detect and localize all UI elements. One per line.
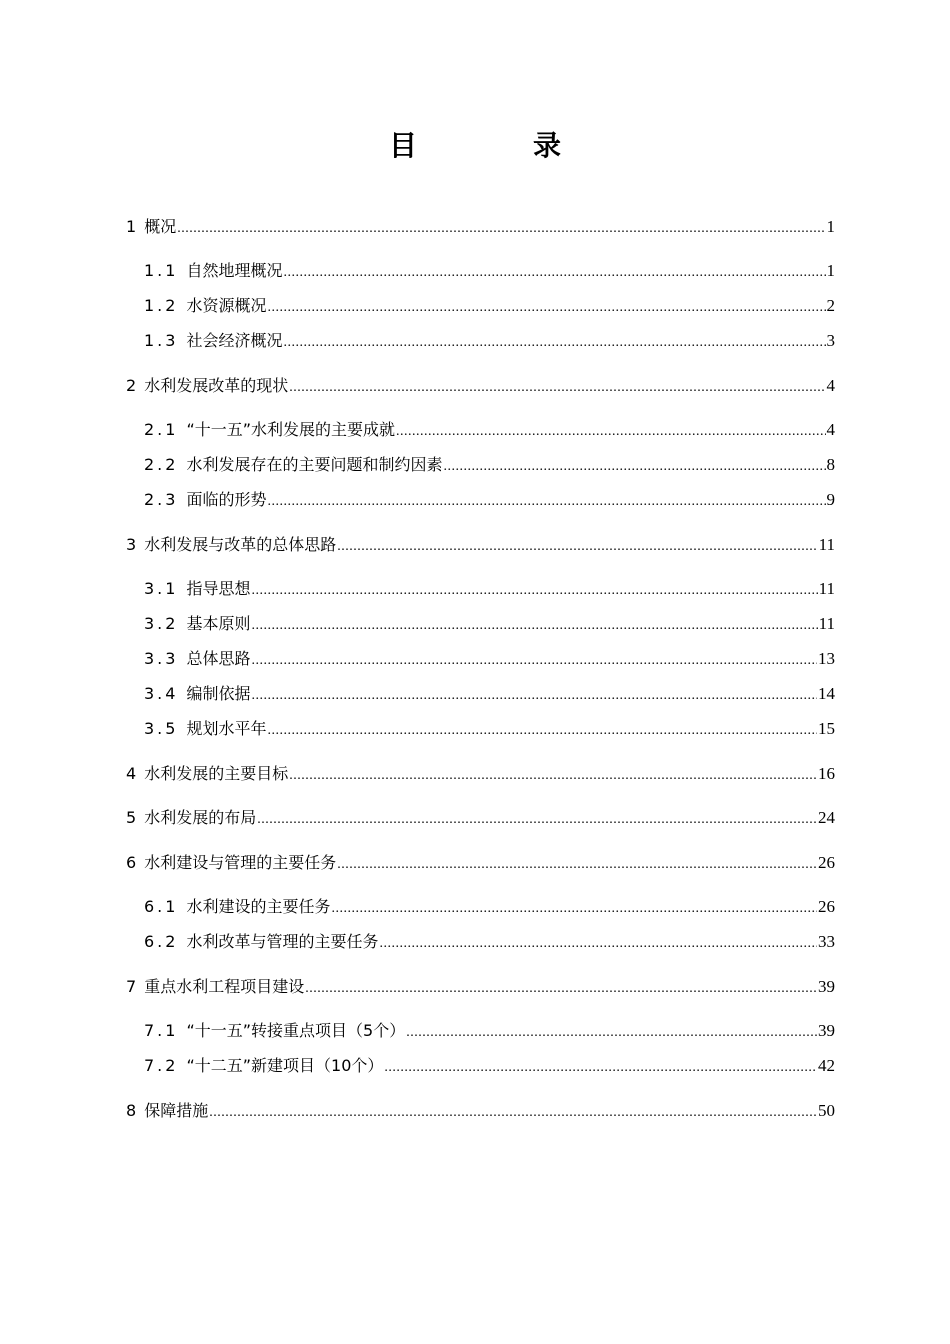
toc-entry[interactable]	[144, 1020, 835, 1042]
toc-entry-number: 2.3	[144, 490, 179, 509]
toc-entry[interactable]	[144, 613, 835, 635]
toc-leader-dots	[337, 536, 817, 558]
toc-leader-dots	[331, 898, 817, 920]
toc-entry[interactable]	[126, 1100, 835, 1122]
toc-entry[interactable]	[126, 807, 835, 829]
toc-entry-number: 2.2	[144, 455, 179, 474]
toc-entry-number: 3	[126, 535, 137, 554]
toc-entry[interactable]	[144, 896, 835, 918]
toc-entry-number: 1	[126, 217, 137, 236]
toc-leader-dots	[406, 1022, 817, 1044]
toc-entry-number: 6.1	[144, 897, 179, 916]
toc-entry-page: 1	[826, 261, 835, 280]
toc-entry-page: 26	[818, 897, 835, 916]
toc-entry-title: 水利发展存在的主要问题和制约因素	[186, 455, 443, 474]
toc-entry-title: 规划水平年	[186, 719, 267, 738]
toc-entry-page: 2	[826, 296, 835, 315]
toc-entry-page: 8	[826, 455, 835, 474]
toc-entry[interactable]	[126, 976, 835, 998]
toc-leader-dots	[251, 685, 817, 707]
toc-leader-dots	[251, 615, 817, 637]
toc-leader-dots	[305, 978, 817, 1000]
toc-leader-dots	[289, 765, 817, 787]
toc-entry[interactable]	[144, 454, 835, 476]
toc-entry-title: 概况	[144, 217, 177, 236]
toc-leader-dots	[267, 720, 817, 742]
toc-entry-number: 3.4	[144, 684, 179, 703]
toc-entry-title: 重点水利工程项目建设	[144, 977, 305, 996]
toc-entry-title: 水利改革与管理的主要任务	[186, 932, 379, 951]
toc-entry[interactable]	[144, 260, 835, 282]
toc-entry-number: 8	[126, 1101, 137, 1120]
toc-entry-number: 5	[126, 808, 137, 827]
toc-leader-dots	[267, 297, 825, 319]
toc-entry-page: 39	[818, 1021, 835, 1040]
toc-entry[interactable]	[144, 295, 835, 317]
toc-entry-title: 水利发展改革的现状	[144, 376, 289, 395]
toc-entry-page: 50	[818, 1101, 835, 1120]
toc-entry[interactable]	[144, 330, 835, 352]
toc-entry[interactable]	[126, 216, 835, 238]
toc-entry-title: 面临的形势	[186, 490, 267, 509]
toc-entry[interactable]	[144, 683, 835, 705]
toc-entry-page: 15	[818, 719, 835, 738]
toc-entry-number: 7.1	[144, 1021, 179, 1040]
toc-entry-title: 总体思路	[186, 649, 251, 668]
toc-entry-title: 水利发展的主要目标	[144, 764, 289, 783]
toc-entry-title: 保障措施	[144, 1101, 209, 1120]
toc-leader-dots	[177, 218, 825, 240]
toc-leader-dots	[257, 809, 817, 831]
toc-entry-title: “十二五”新建项目（10个）	[186, 1056, 384, 1075]
toc-entry-page: 9	[826, 490, 835, 509]
toc-entry-title: 自然地理概况	[186, 261, 283, 280]
toc-entry-number: 1.1	[144, 261, 179, 280]
toc-entry-title: 社会经济概况	[186, 331, 283, 350]
toc-entry[interactable]	[144, 931, 835, 953]
toc-entry-page: 11	[818, 614, 835, 633]
toc-entry[interactable]	[144, 578, 835, 600]
toc-entry-title: “十一五”转接重点项目（5个）	[186, 1021, 406, 1040]
toc-entry-page: 1	[826, 217, 835, 236]
toc-entry-page: 26	[818, 853, 835, 872]
toc-entry-number: 3.2	[144, 614, 179, 633]
toc-entry-title: 水利建设与管理的主要任务	[144, 853, 337, 872]
toc-entry-number: 1.3	[144, 331, 179, 350]
toc-entry-page: 33	[818, 932, 835, 951]
toc-entry-page: 11	[818, 579, 835, 598]
toc-entry-number: 3.5	[144, 719, 179, 738]
toc-entry-page: 16	[818, 764, 835, 783]
toc-leader-dots	[267, 491, 825, 513]
toc-leader-dots	[443, 456, 825, 478]
toc-entry-page: 14	[818, 684, 835, 703]
toc-entry-number: 2	[126, 376, 137, 395]
toc-entry-page: 39	[818, 977, 835, 996]
toc-leader-dots	[289, 377, 825, 399]
toc-entry-number: 6.2	[144, 932, 179, 951]
toc-entry-page: 13	[818, 649, 835, 668]
toc-entry-title: 水利发展的布局	[144, 808, 257, 827]
toc-entry-title: 水资源概况	[186, 296, 267, 315]
toc-entry-number: 1.2	[144, 296, 179, 315]
toc-leader-dots	[209, 1102, 817, 1124]
toc-leader-dots	[396, 421, 825, 443]
toc-entry-number: 7	[126, 977, 137, 996]
toc-entry-number: 7.2	[144, 1056, 179, 1075]
toc-leader-dots	[251, 650, 817, 672]
toc-entry-number: 3.3	[144, 649, 179, 668]
toc-leader-dots	[251, 580, 817, 602]
toc-entry[interactable]	[126, 534, 835, 556]
toc-leader-dots	[379, 933, 817, 955]
toc-entry[interactable]	[126, 375, 835, 397]
toc-entry-page: 42	[818, 1056, 835, 1075]
toc-entry[interactable]	[144, 718, 835, 740]
toc-entry[interactable]	[144, 419, 835, 441]
toc-entry-page: 4	[826, 420, 835, 439]
toc-entry-page: 24	[818, 808, 835, 827]
toc-entry-number: 3.1	[144, 579, 179, 598]
toc-entry[interactable]	[126, 852, 835, 874]
toc-entry-page: 3	[826, 331, 835, 350]
toc-leader-dots	[283, 332, 825, 354]
toc-entry-page: 11	[818, 535, 835, 554]
toc-entry[interactable]	[144, 1055, 835, 1077]
toc-entry-title: “十一五”水利发展的主要成就	[186, 420, 396, 439]
toc-entry-title: 水利建设的主要任务	[186, 897, 331, 916]
toc-entry-title: 指导思想	[186, 579, 251, 598]
toc-entry-title: 编制依据	[186, 684, 251, 703]
toc-leader-dots	[283, 262, 825, 284]
toc-leader-dots	[384, 1057, 817, 1079]
toc-entry[interactable]	[126, 763, 835, 785]
toc-entry-title: 基本原则	[186, 614, 251, 633]
toc-entry-number: 2.1	[144, 420, 179, 439]
toc-entry[interactable]	[144, 489, 835, 511]
toc-leader-dots	[337, 854, 817, 876]
toc-entry-title: 水利发展与改革的总体思路	[144, 535, 337, 554]
toc-entry-number: 6	[126, 853, 137, 872]
toc-entry-number: 4	[126, 764, 137, 783]
toc-entry[interactable]	[144, 648, 835, 670]
toc-entry-page: 4	[826, 376, 835, 395]
page-title: 目 录	[388, 129, 605, 162]
